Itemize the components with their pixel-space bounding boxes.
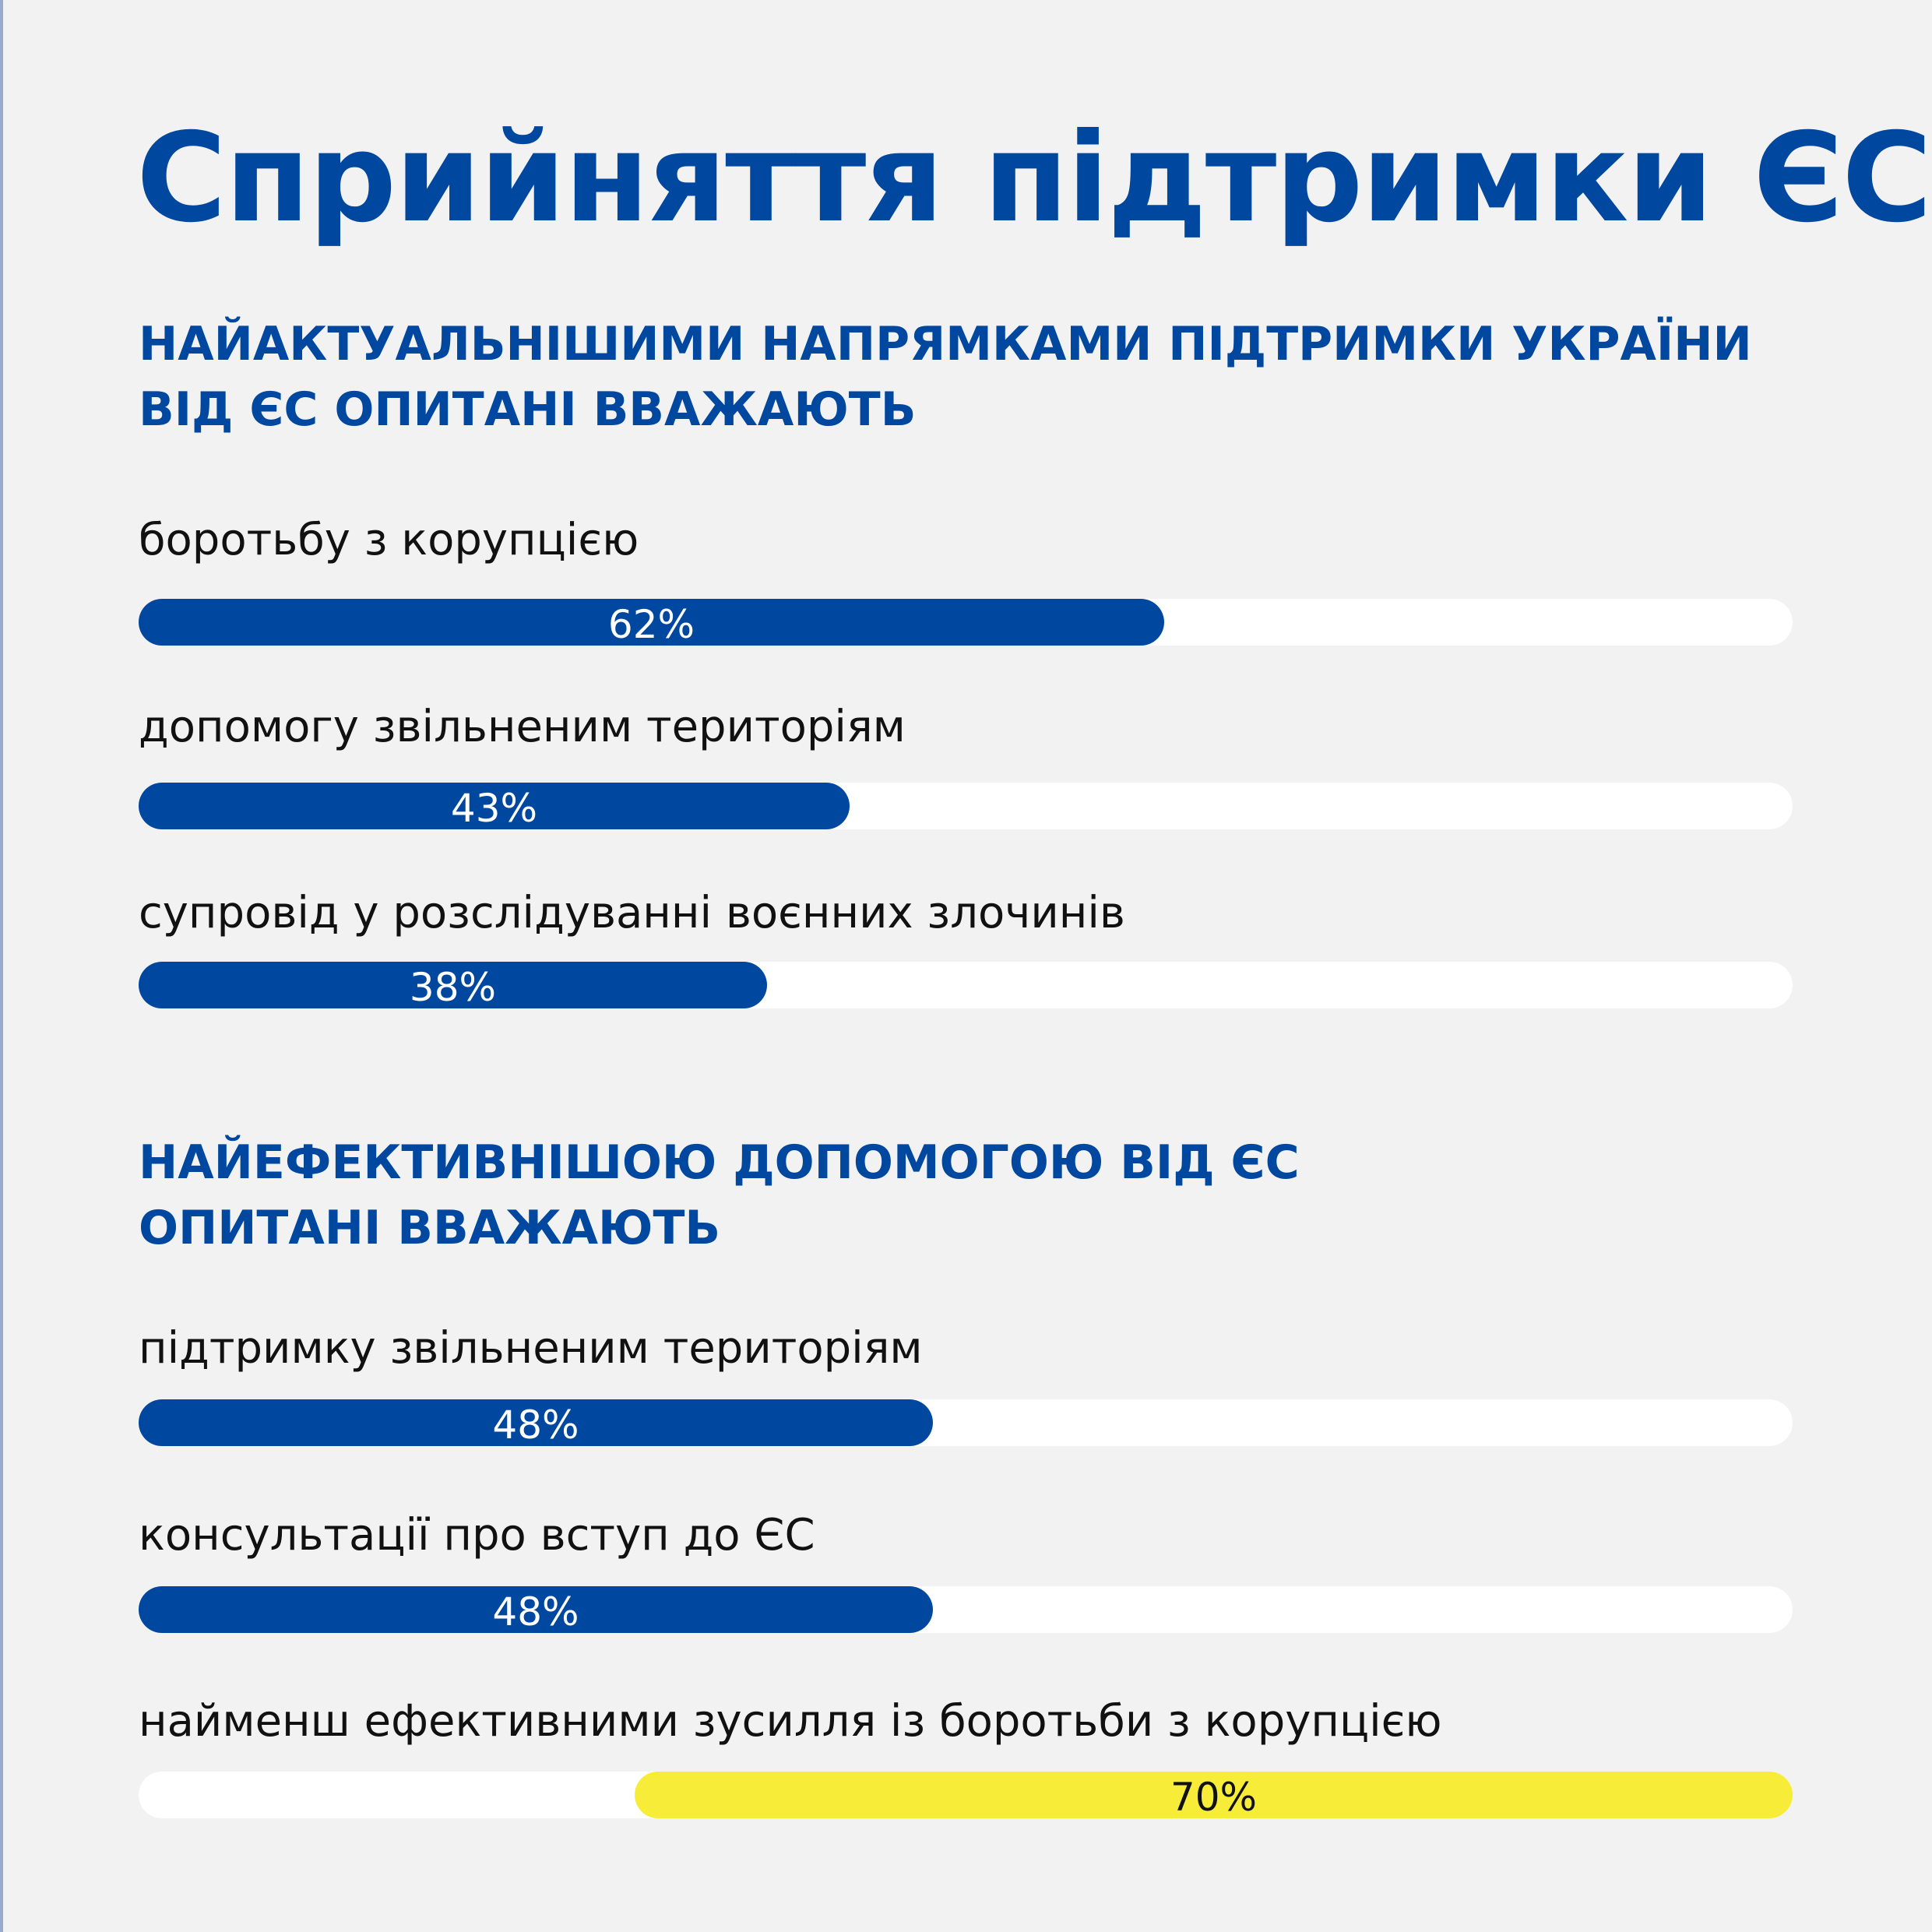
bar-label: найменш ефективними зусилля із боротьби з корупцією [139, 1696, 1442, 1747]
section-heading-line: НАЙЕФЕКТИВНІШОЮ ДОПОМОГОЮ ВІД ЄС [139, 1135, 1300, 1190]
bar-value-label: 43% [450, 786, 538, 831]
bar-label: допомогу звільненим територіям [139, 702, 906, 752]
bar-value-label: 48% [492, 1402, 579, 1448]
bar-label: консультації про вступ до ЄС [139, 1510, 815, 1561]
bar-track [139, 1399, 1793, 1446]
section-heading-line: ВІД ЄС ОПИТАНІ ВВАЖАЮТЬ [139, 382, 917, 437]
bar-track [139, 962, 1793, 1008]
bar-track [139, 599, 1793, 646]
bar-track [139, 1772, 1793, 1818]
bar-track [139, 1586, 1793, 1633]
bar-value-label: 62% [607, 602, 695, 647]
section-heading-most-effective [139, 1130, 1300, 1261]
bar-value-label: 38% [409, 965, 497, 1010]
bar-label: підтримку звільненим територіям [139, 1323, 923, 1374]
section-heading-line: НАЙАКТУАЛЬНІШИМИ НАПРЯМКАМИ ПІДТРИМКИ УКРАЇНИ [139, 317, 1752, 371]
bar-label: супровід у розслідуванні воєнних злочинів [139, 888, 1125, 938]
bar-value-label: 48% [492, 1589, 579, 1635]
section-heading-most-relevant [139, 311, 1752, 442]
bar-track [139, 783, 1793, 829]
section-heading-line: ОПИТАНІ ВВАЖАЮТЬ [139, 1201, 721, 1255]
page-title: Сприйняття підтримки ЄС [136, 107, 1931, 250]
left-edge-line [0, 0, 3, 1932]
bar-label: боротьбу з корупцією [139, 515, 639, 565]
bar-value-label: 70% [1170, 1775, 1258, 1820]
